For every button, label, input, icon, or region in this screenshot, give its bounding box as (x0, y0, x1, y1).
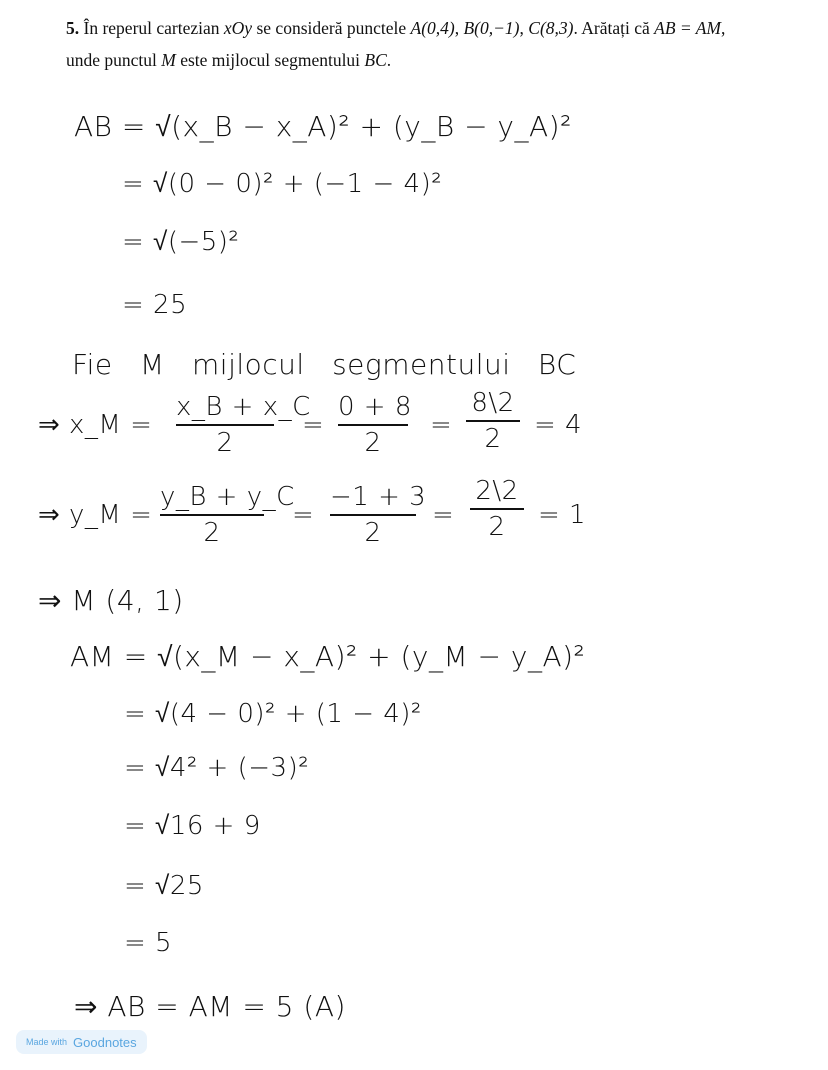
watermark-brand: Goodnotes (73, 1034, 137, 1050)
xm-fraction-1 (176, 392, 311, 458)
xm-equals-2: = (302, 410, 325, 440)
ym-prefix: ⇒ y_M = (38, 500, 153, 530)
fraction-bar (338, 424, 408, 426)
xm-result: = 4 (534, 410, 583, 440)
midpoint-definition: Fie M mijlocul segmentului BC (72, 348, 577, 381)
problem-text: se consideră punctele (256, 18, 407, 38)
goodnotes-watermark (16, 1030, 147, 1054)
ym-result: = 1 (538, 500, 587, 530)
ab-substitution-line: = √(0 − 0)² + (−1 − 4)² (122, 169, 443, 199)
xm-numerator-1: x_B + x_C (176, 392, 311, 422)
am-root-line: = √25 (124, 871, 204, 901)
ym-numerator-1: y_B + y_C (160, 482, 295, 512)
problem-text: În reperul cartezian (83, 18, 220, 38)
am-substitution-line: = √(4 − 0)² + (1 − 4)² (124, 699, 422, 729)
xm-denominator-1: 2 (216, 428, 234, 458)
point-c: C(8,3) (528, 18, 574, 38)
ym-denominator-1: 2 (203, 518, 221, 548)
ym-equals-2: = (292, 500, 315, 530)
fraction-bar (176, 424, 274, 426)
am-formula-line: AM = √(x_M − x_A)² + (y_M − y_A)² (70, 640, 586, 673)
problem-text: . Arătați că (573, 18, 650, 38)
ym-denominator-2: 2 (364, 518, 382, 548)
watermark-made-with: Made with (26, 1037, 68, 1047)
point-m: M (161, 50, 176, 70)
ym-fraction-3 (470, 476, 524, 542)
am-result-line: = 5 (124, 928, 173, 958)
ym-denominator-3: 2 (488, 512, 506, 542)
conclusion-line: ⇒ AB = AM = 5 (A) (74, 990, 346, 1023)
fraction-bar (160, 514, 264, 516)
fraction-bar (466, 420, 520, 422)
xm-fraction-3 (466, 388, 520, 454)
problem-text: , (721, 18, 726, 38)
equality-statement: AB = AM (654, 18, 722, 38)
segment-bc: BC (364, 50, 387, 70)
xm-denominator-3: 2 (484, 424, 502, 454)
ym-equals-3: = (432, 500, 455, 530)
xm-denominator-2: 2 (364, 428, 382, 458)
xm-prefix: ⇒ x_M = (38, 410, 153, 440)
ab-result-line: = 25 (122, 290, 188, 320)
am-sum-line: = √16 + 9 (124, 811, 261, 841)
problem-text: . (386, 50, 392, 70)
ym-fraction-1 (160, 482, 295, 548)
xm-equals-3: = (430, 410, 453, 440)
ym-numerator-3: 2\2 (475, 476, 519, 506)
point-b: B(0,−1) (463, 18, 520, 38)
midpoint-coordinates: ⇒ M (4, 1) (38, 584, 184, 617)
coordinate-system: xOy (223, 18, 253, 38)
xm-fraction-2 (338, 392, 412, 458)
fraction-bar (470, 508, 524, 510)
problem-text: unde punctul (66, 50, 157, 70)
point-a: A(0,4) (410, 18, 455, 38)
am-powers-line: = √4² + (−3)² (124, 753, 310, 783)
xm-numerator-3: 8\2 (471, 388, 515, 418)
ab-formula-line: AB = √(x_B − x_A)² + (y_B − y_A)² (74, 110, 572, 143)
fraction-bar (330, 514, 416, 516)
problem-statement: 5. În reperul cartezian xOy se consideră punctele A(0,4), B(0,−1), C(8,3). Arătați că AB = AM, unde punctul M este mijlocul segmentului BC. (66, 18, 726, 70)
problem-text: este mijlocul segmentului (180, 50, 361, 70)
ab-simplified-line: = √(−5)² (122, 227, 240, 257)
problem-number: 5. (66, 18, 80, 38)
ym-fraction-2 (330, 482, 427, 548)
xm-numerator-2: 0 + 8 (338, 392, 412, 422)
ym-numerator-2: −1 + 3 (330, 482, 427, 512)
